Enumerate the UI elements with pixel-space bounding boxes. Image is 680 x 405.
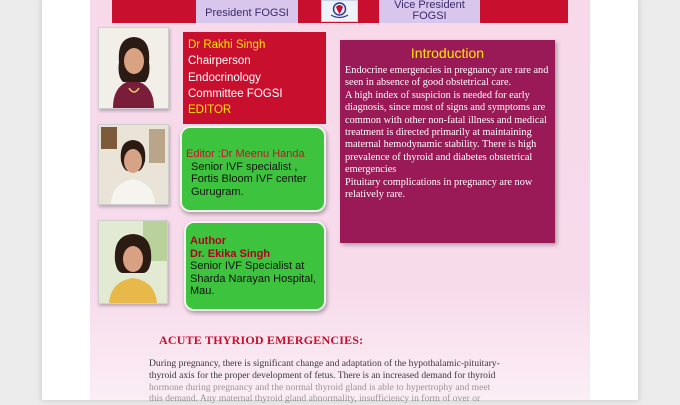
chairperson-box xyxy=(183,32,326,124)
president-tag xyxy=(196,0,298,23)
author-line2: Sharda Narayan Hospital, xyxy=(190,272,316,285)
chairperson-role: EDITOR xyxy=(188,104,232,117)
chairperson-name: Dr Rakhi Singh xyxy=(188,39,266,51)
editor-line2: Fortis Bloom IVF center xyxy=(191,173,307,185)
vice-president-tag xyxy=(379,0,480,23)
editor-photo xyxy=(98,124,169,205)
introduction-title: Introduction xyxy=(410,45,485,61)
chairperson-photo xyxy=(98,27,169,109)
vice-president-tag-line1: Vice President xyxy=(394,0,465,11)
chairperson-title: Chairperson xyxy=(188,55,251,68)
introduction-box xyxy=(340,40,555,243)
editor-line1: Senior IVF specialist , xyxy=(191,160,298,173)
article-body xyxy=(149,358,539,405)
article-line: thyroid axis for the proper development of fetus. There is an increased demand for thyroid xyxy=(149,369,496,381)
introduction-paragraph: A high index of suspicion is needed for early diagnosis, since most of signs and symptoms are common with other non-fatal illness and medical treatment is directed primarily at maintaining maternal hemodynamic stability. There is high prevalence of thyroid and diabetes obstetrical emergencies xyxy=(345,89,547,176)
editor-box xyxy=(180,126,326,212)
editor-line3: Gurugram. xyxy=(191,185,244,198)
author-line3: Mau. xyxy=(190,285,215,297)
author-name: Dr. Ekika Singh xyxy=(190,247,271,260)
author-box xyxy=(184,221,326,311)
article-line: During pregnancy, there is significant change and adaptation of the hypothalamic-pituitary- xyxy=(149,358,500,369)
article-heading: ACUTE THYRIOD EMERGENCIES: xyxy=(159,333,364,347)
chairperson-committee: Committee FOGSI xyxy=(188,87,283,100)
article-line: this demand. Any maternal thyroid gland abnormality, insufficiency in form of over or xyxy=(149,393,481,405)
president-tag-label: President FOGSI xyxy=(205,7,289,19)
editor-label: Editor :Dr Meenu Handa xyxy=(186,148,305,160)
chairperson-dept: Endocrinology xyxy=(188,71,261,84)
introduction-paragraph: Endocrine emergencies in pregnancy are rare and seen in absence of good obstetrical care. xyxy=(345,65,549,89)
author-photo xyxy=(98,220,168,304)
vice-president-tag-line2: FOGSI xyxy=(412,10,447,22)
article-line: hormone during pregnancy and the normal thyroid gland is able to hypertrophy and meet xyxy=(149,381,491,393)
author-label: Author xyxy=(190,235,227,247)
fogsi-logo-icon xyxy=(321,0,358,22)
author-line1: Senior IVF Specialist at xyxy=(190,260,305,272)
introduction-paragraph: Pituitary complications in pregnancy are now relatively rare. xyxy=(345,176,533,201)
